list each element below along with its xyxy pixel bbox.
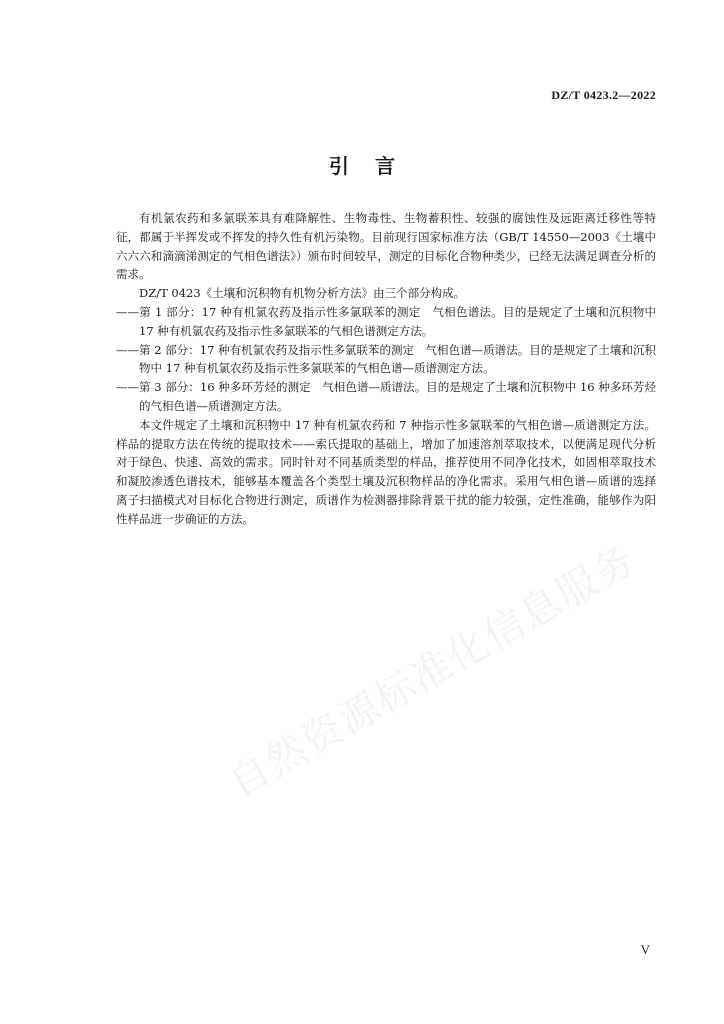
list-item-part-3: ——第 3 部分：16 种多环芳烃的测定 气相色谱—质谱法。目的是规定了土壤和沉积物中 16 种多环芳烃的气相色谱—质谱测定方法。 [116, 380, 656, 413]
page-title: 引言 [329, 154, 421, 178]
paragraph-scope: 本文件规定了土壤和沉积物中 17 种有机氯农药和 7 种指示性多氯联苯的气相色谱—质谱测定方法。样品的提取方法在传统的提取技术——索氏提取的基础上，增加了加速溶剂萃取技术，以便满足现代分析对于绿色、快速、高效的需求。同时针对不同基质类型的样品，推荐使用不同净化技术，如固相萃取技术和凝胶渗透色谱技术，能够基本覆盖各个类型土壤及沉积物样品的净化需求。采用气相色谱—质谱的选择离子扫描模式对目标化合物进行测定，质谱作为检测器排除背景干扰的能力较强，定性准确，能够作为阳性样品进一步确证的方法。 [116, 417, 656, 526]
paragraph-structure: DZ/T 0423《土壤和沉积物有机物分析方法》由三个部分构成。 [139, 286, 466, 301]
list-item-part-1: ——第 1 部分：17 种有机氯农药及指示性多氯联苯的测定 气相色谱法。目的是规定了土壤和沉积物中 17 种有机氯农药及指示性多氯联苯的气相色谱测定方法。 [116, 304, 656, 338]
paragraph-background: 有机氯农药和多氯联苯具有难降解性、生物毒性、生物蓄积性、较强的腐蚀性及远距离迁移性等特征，都属于半挥发或不挥发的持久性有机污染物。目前现行国家标准方法（GB/T 14550—2003《土壤中六六六和滴滴涕测定的气相色谱法》）颁布时间较早，测定的目标化合物种类少，已经无法满足调查分析的需求。 [116, 211, 656, 282]
watermark: 自然资源标准化信息服务 [221, 536, 645, 807]
intro-content [116, 209, 656, 529]
list-item-part-2: ——第 2 部分：17 种有机氯农药及指示性多氯联苯的测定 气相色谱—质谱法。目的是规定了土壤和沉积物中 17 种有机氯农药及指示性多氯联苯的气相色谱—质谱测定方法。 [116, 342, 656, 376]
page-number: V [640, 942, 650, 957]
standard-code: DZ/T 0423.2—2022 [551, 88, 656, 102]
